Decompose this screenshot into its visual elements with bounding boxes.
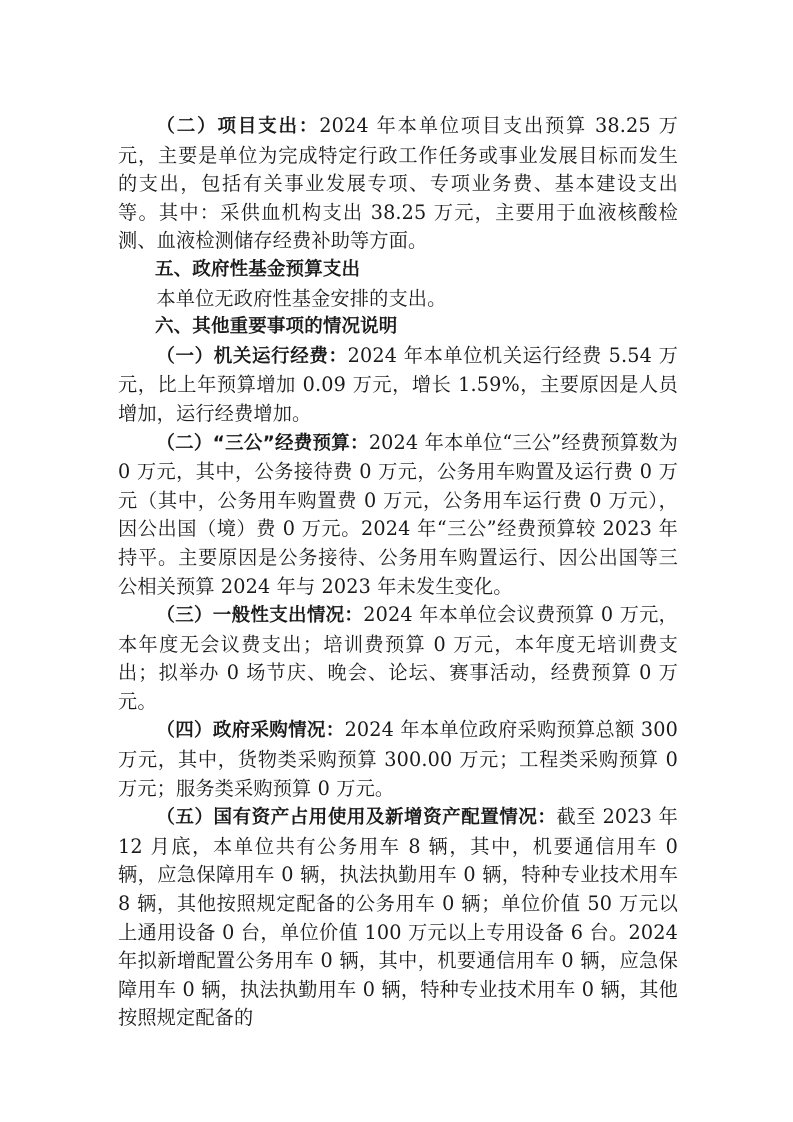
paragraph-state-assets (118, 803, 678, 1033)
paragraph-operating-expenses (118, 342, 678, 429)
paragraph-body: 截至 2023 年 12 月底，本单位共有公务用车 8 辆，其中，机要通信用车 0 辆，应急保障用车 0 辆，执法执勤用车 0 辆，特种专业技术用车 8 辆，其他按照规定配备的公务用车 0 辆；单位价值 50 万元以上通用设备 0 台，单位价值 100 万元以上专用设备 6 台。2024 年拟新增配置公务用车 0 辆，其中，机要通信用车 0 辆，应急保障用车 0 辆，执法执勤用车 0 辆，特种专业技术用车 0 辆，其他按照规定配备的 (118, 805, 678, 1030)
paragraph-body: 2024 年本单位项目支出预算 38.25 万元，主要是单位为完成特定行政工作任务或事业发展目标而发生的支出，包括有关事业发展专项、专项业务费、基本建设支出等。其中：采供血机构支出 38.25 万元，主要用于血液核酸检测、血液检测储存经费补助等方面。 (118, 114, 678, 253)
paragraph-body: 2024 年本单位政府采购预算总额 300 万元，其中，货物类采购预算 300.00 万元；工程类采购预算 0 万元；服务类采购预算 0 万元。 (118, 718, 678, 800)
paragraph-government-procurement (118, 716, 678, 803)
paragraph-lead: （五）国有资产占用使用及新增资产配置情况： (156, 807, 557, 829)
paragraph-body: 2024 年本单位机关运行经费 5.54 万元，比上年预算增加 0.09 万元，增长 1.59%，主要原因是人员增加，运行经费增加。 (118, 343, 678, 425)
paragraph-project-expenditure (118, 112, 678, 256)
paragraph-lead: （二）“三公”经费预算： (156, 432, 369, 454)
paragraph-lead: （二）项目支出： (156, 116, 320, 137)
paragraph-general-expenditure (118, 601, 678, 716)
paragraph-lead: （一）机关运行经费： (156, 345, 348, 367)
section-heading-other-matters: 六、其他重要事项的情况说明 (155, 316, 398, 338)
paragraph-body: 2024 年本单位会议费预算 0 万元，本年度无会议费支出；培训费预算 0 万元，本年度无培训费支出；拟举办 0 场节庆、晚会、论坛、赛事活动，经费预算 0 万元。 (118, 603, 678, 713)
paragraph-government-fund: 本单位无政府性基金安排的支出。 (156, 286, 447, 310)
document-page (118, 112, 678, 1033)
paragraph-lead: （四）政府采购情况： (156, 720, 345, 742)
paragraph-three-public-expenses (118, 429, 678, 602)
paragraph-body: 2024 年本单位“三公”经费预算数为 0 万元，其中，公务接待费 0 万元，公务用车购置及运行费 0 万元（其中，公务用车购置费 0 万元，公务用车运行费 0 万元），因公出国（境）费 0 万元。2024 年“三公”经费预算较 2023 年持平。主要原因是公务接待、公务用车购置运行、因公出国等三公相关预算 2024 年与 2023 年未发生变化。 (118, 430, 678, 598)
section-heading-government-fund: 五、政府性基金预算支出 (155, 258, 361, 280)
paragraph-lead: （三）一般性支出情况： (156, 605, 364, 627)
